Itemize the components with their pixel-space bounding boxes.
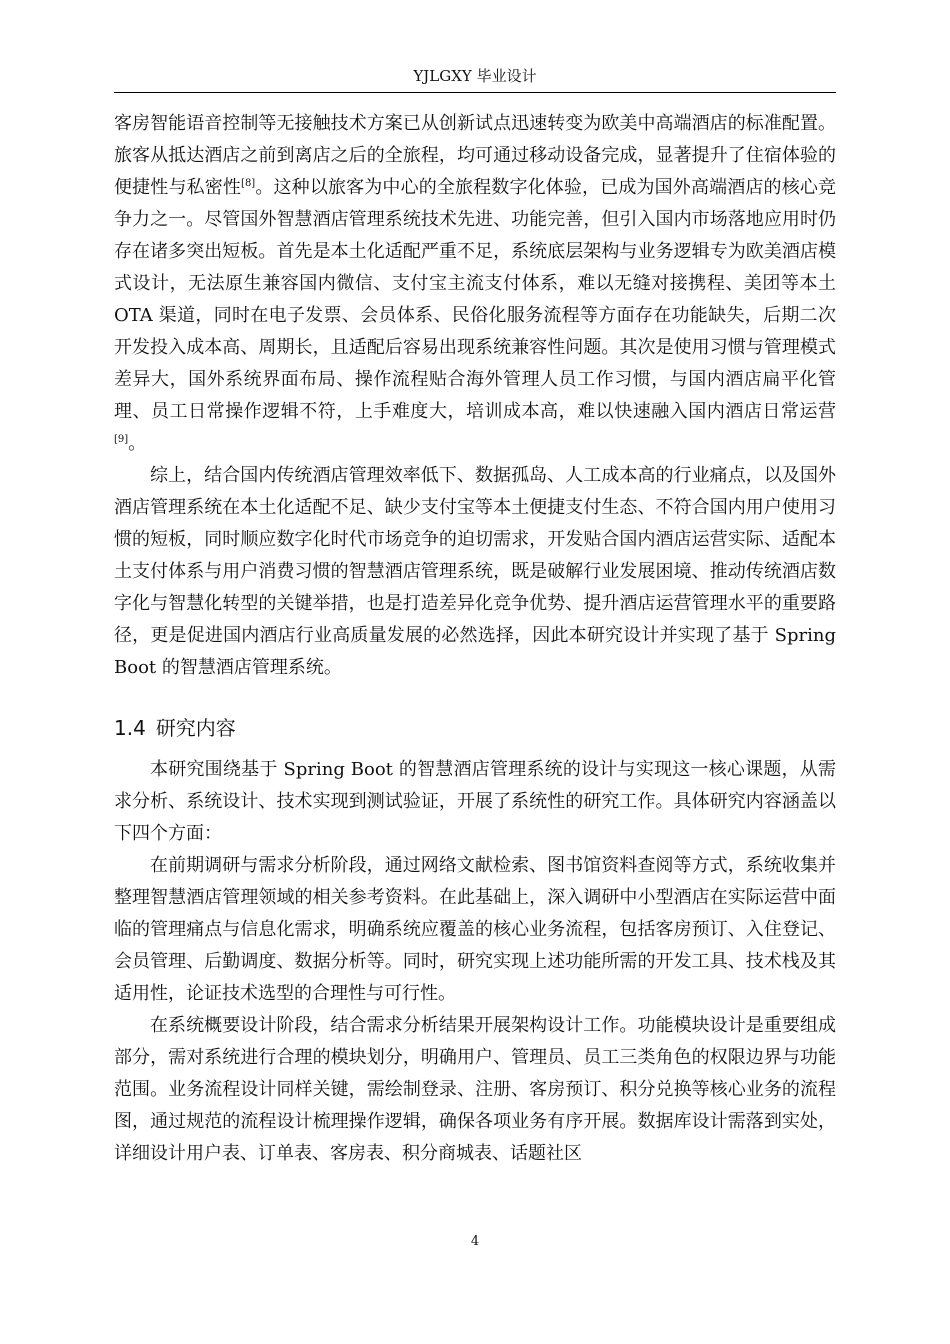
section-paragraph: 在前期调研与需求分析阶段，通过网络文献检索、图书馆资料查阅等方式，系统收集并整理智慧酒店管理领域的相关参考资料。在此基础上，深入调研中小型酒店在实际运营中面临的管理痛点与信息化需求，明确系统应覆盖的核心业务流程，包括客房预订、入住登记、会员管理、后勤调度、数据分析等。同时，研究实现上述功能所需的开发工具、技术栈及其适用性，论证技术选型的合理性与可行性。 <box>114 855 836 1004</box>
document-body <box>114 108 836 1170</box>
citation-ref: [8] <box>241 178 256 189</box>
paragraph-continued <box>114 108 836 460</box>
paragraph-text: 。 <box>128 433 147 454</box>
page-number: 4 <box>470 1234 480 1249</box>
paragraph-summary: 综上，结合国内传统酒店管理效率低下、数据孤岛、人工成本高的行业痛点，以及国外酒店管理系统在本土化适配不足、缺少支付宝等本土便捷支付生态、不符合国内用户使用习惯的短板，同时顺应数字化时代市场竞争的迫切需求，开发贴合国内酒店运营实际、适配本土支付体系与用户消费习惯的智慧酒店管理系统，既是破解行业发展困境、推动传统酒店数字化与智慧化转型的关键举措，也是打造差异化竞争优势、提升酒店运营管理水平的重要路径，更是促进国内酒店行业高质量发展的必然选择，因此本研究设计并实现了基于 Spring Boot 的智慧酒店管理系统。 <box>114 465 836 678</box>
header-title: YJLGXY 毕业设计 <box>413 67 537 85</box>
citation-ref: [9] <box>114 434 129 445</box>
section-heading <box>114 710 836 746</box>
section-paragraph: 在系统概要设计阶段，结合需求分析结果开展架构设计工作。功能模块设计是重要组成部分，需对系统进行合理的模块划分，明确用户、管理员、员工三类角色的权限边界与功能范围。业务流程设计同样关键，需绘制登录、注册、客房预订、积分兑换等核心业务的流程图，通过规范的流程设计梳理操作逻辑，确保各项业务有序开展。数据库设计需落到实处，详细设计用户表、订单表、客房表、积分商城表、话题社区 <box>114 1015 836 1164</box>
page-header <box>114 66 836 93</box>
section-paragraph: 本研究围绕基于 Spring Boot 的智慧酒店管理系统的设计与实现这一核心课题，从需求分析、系统设计、技术实现到测试验证，开展了系统性的研究工作。具体研究内容涵盖以下四个方面： <box>114 759 836 844</box>
section-title: 研究内容 <box>155 716 236 740</box>
paragraph-text: 。这种以旅客为中心的全旅程数字化体验，已成为国外高端酒店的核心竞争力之一。尽管国外智慧酒店管理系统技术先进、功能完善，但引入国内市场落地应用时仍存在诸多突出短板。首先是本土化适配严重不足，系统底层架构与业务逻辑专为欧美酒店模式设计，无法原生兼容国内微信、支付宝主流支付体系，难以无缝对接携程、美团等本土 OTA 渠道，同时在电子发票、会员体系、民俗化服务流程等方面存在功能缺失，后期二次开发投入成本高、周期长，且适配后容易出现系统兼容性问题。其次是使用习惯与管理模式差异大，国外系统界面布局、操作流程贴合海外管理人员工作习惯，与国内酒店扁平化管理、员工日常操作逻辑不符，上手难度大，培训成本高，难以快速融入国内酒店日常运营 <box>114 177 836 422</box>
section-number: 1.4 <box>114 716 146 740</box>
paragraph-text: 客房智能语音控制等无接触技术方案已从创新试点迅速转变为欧美中高端酒店的标准配置。旅客从抵达酒店之前到离店之后的全旅程，均可通过移动设备完成，显著提升了住宿体验的便捷性与私密性 <box>114 113 836 198</box>
